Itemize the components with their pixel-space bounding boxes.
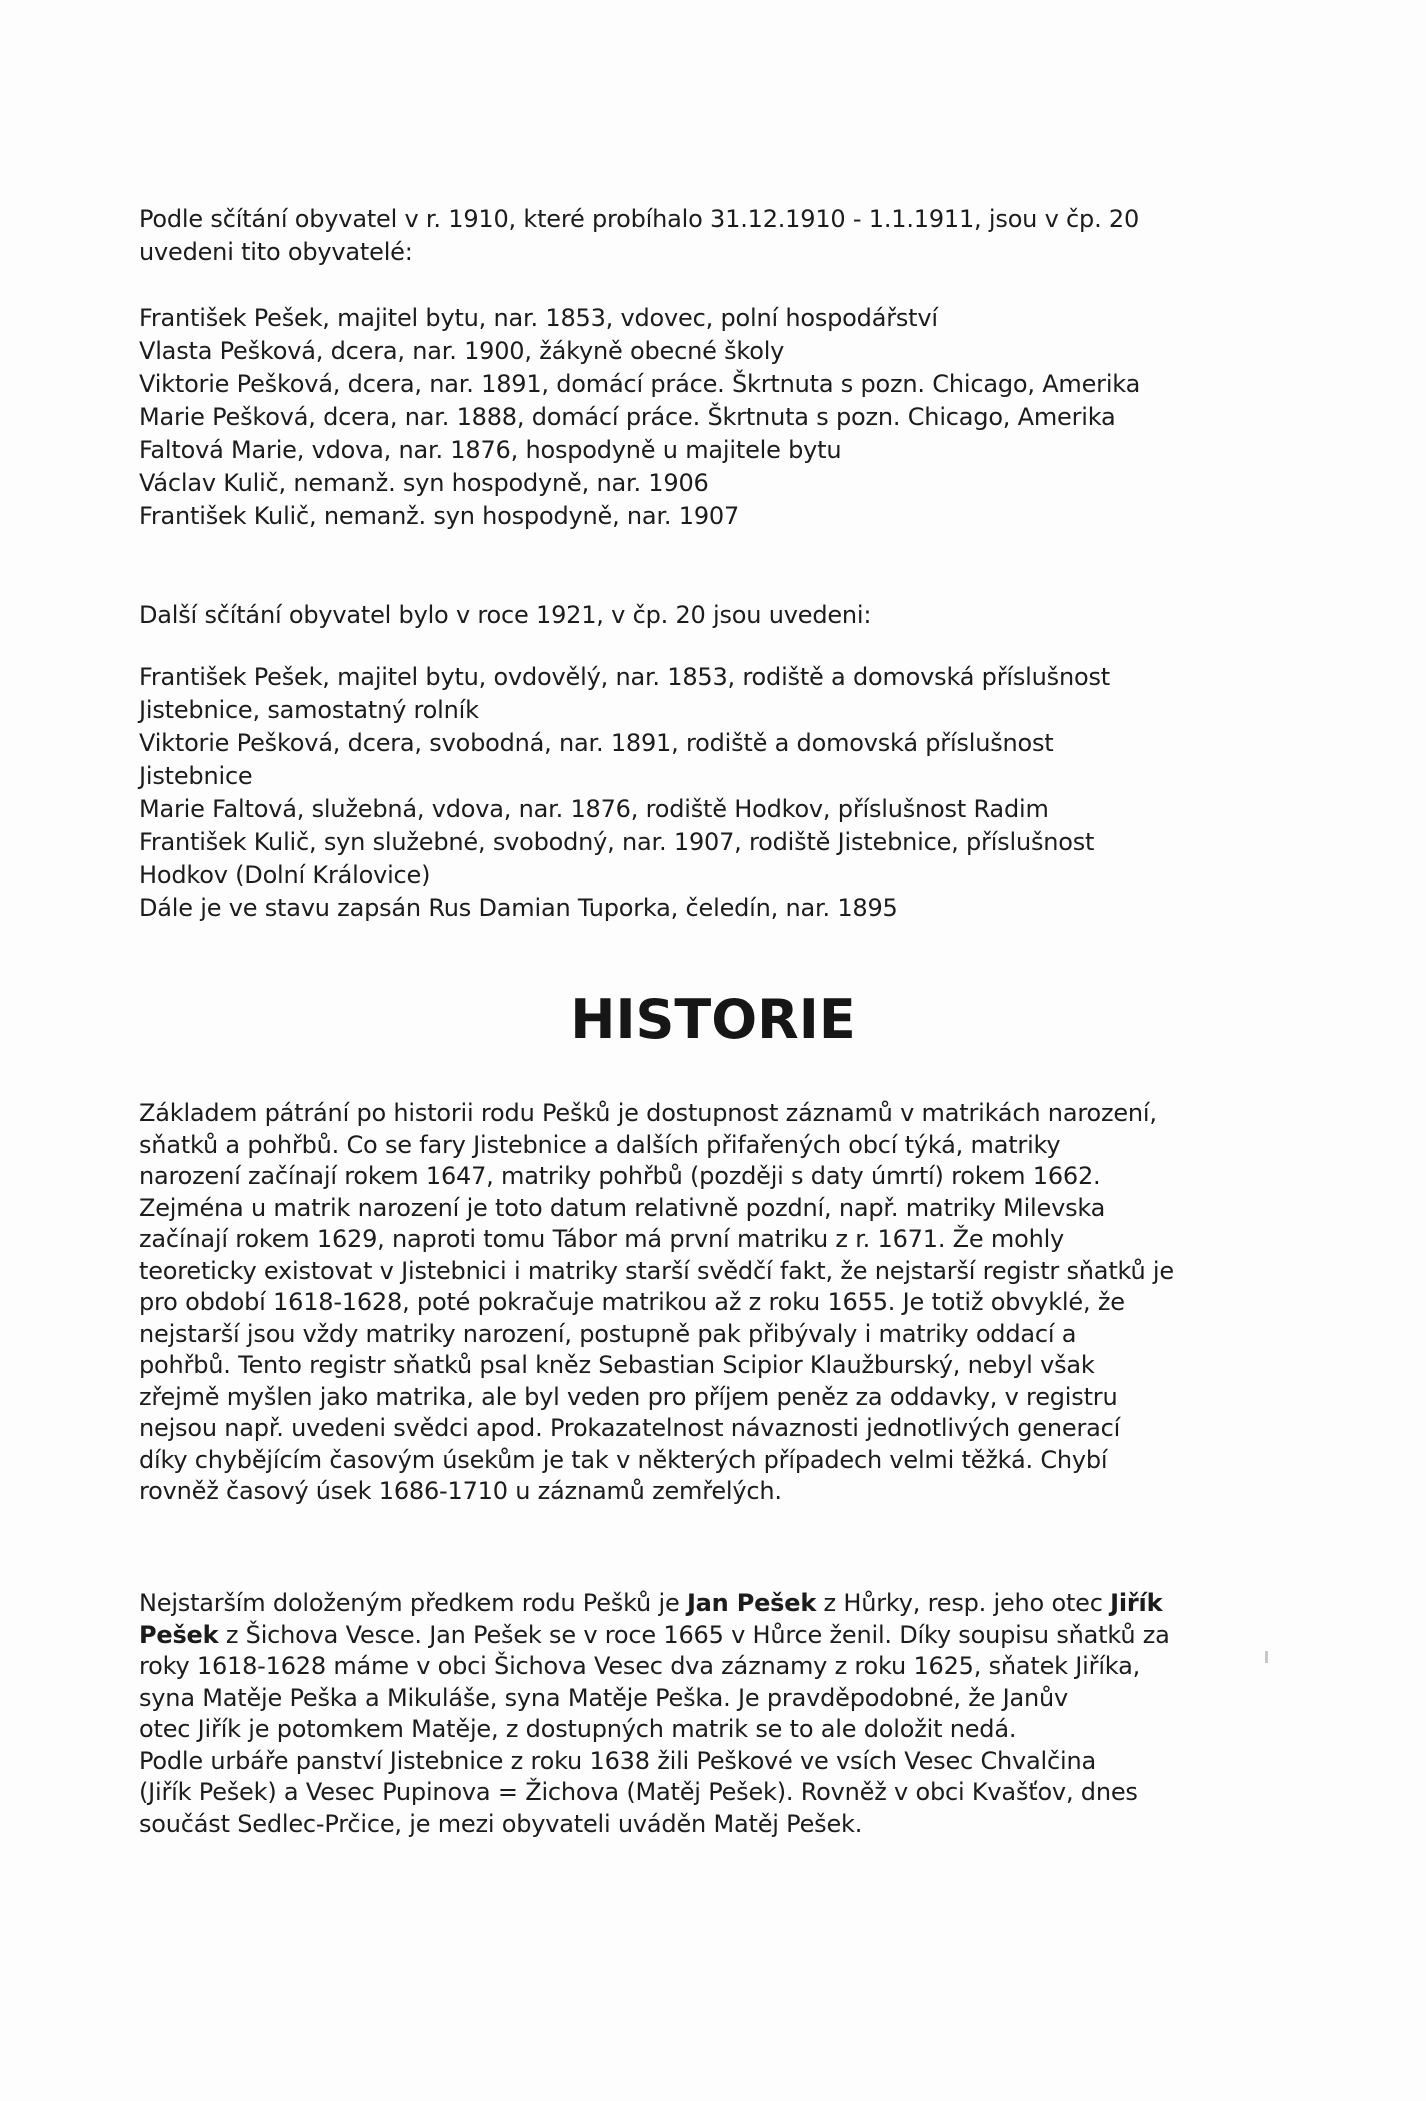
history-paragraph-2: [139, 1588, 1289, 1840]
paragraph-line: nejsou např. uvedeni svědci apod. Prokazatelnost návaznosti jednotlivých generací: [139, 1414, 1121, 1442]
resident-entry: František Kulič, syn služebné, svobodný, nar. 1907, rodiště Jistebnice, příslušnost: [139, 828, 1095, 856]
paragraph-line: pohřbů. Tento registr sňatků psal kněz Sebastian Scipior Klaužburský, nebyl však: [139, 1351, 1095, 1379]
census-1921-intro-line: Další sčítání obyvatel bylo v roce 1921, v čp. 20 jsou uvedeni:: [139, 601, 872, 629]
census-1921-intro: [139, 599, 1289, 632]
resident-entry: Faltová Marie, vdova, nar. 1876, hospodyně u majitele bytu: [139, 436, 842, 464]
person-name-pesek: Pešek: [139, 1620, 219, 1649]
resident-entry: František Kulič, nemanž. syn hospodyně, nar. 1907: [139, 502, 740, 530]
resident-entry: Viktorie Pešková, dcera, svobodná, nar. 1891, rodiště a domovská příslušnost: [139, 729, 1054, 757]
paragraph-line: (Jiřík Pešek) a Vesec Pupinova = Žichova (Matěj Pešek). Rovněž v obci Kvašťov, dnes: [139, 1778, 1138, 1806]
census-1910-intro-line: uvedeni tito obyvatelé:: [139, 238, 413, 266]
census-1910-intro-line: Podle sčítání obyvatel v r. 1910, které probíhalo 31.12.1910 - 1.1.1911, jsou v čp. 20: [139, 205, 1140, 233]
paragraph-line: roky 1618-1628 máme v obci Šichova Vesec dva záznamy z roku 1625, sňatek Jiříka,: [139, 1652, 1141, 1680]
paragraph-line: Podle urbáře panství Jistebnice z roku 1638 žili Peškové ve vsích Vesec Chvalčina: [139, 1746, 1096, 1775]
paragraph-line: [139, 1588, 1289, 1620]
paragraph-text: Nejstarším doloženým předkem rodu Pešků je: [139, 1589, 687, 1617]
census-1910-residents: [139, 302, 1289, 533]
paragraph-line: součást Sedlec-Prčice, je mezi obyvateli uváděn Matěj Pešek.: [139, 1809, 863, 1838]
resident-entry: Dále je ve stavu zapsán Rus Damian Tuporka, čeledín, nar. 1895: [139, 894, 898, 922]
paragraph-line: narození začínají rokem 1647, matriky pohřbů (později s daty úmrtí) rokem 1662.: [139, 1162, 1101, 1190]
paragraph-line: syna Matěje Peška a Mikuláše, syna Matěje Peška. Je pravděpodobné, že Janův: [139, 1683, 1069, 1712]
paragraph-line: Zejména u matrik narození je toto datum relativně pozdní, např. matriky Milevska: [139, 1193, 1106, 1222]
history-paragraph-1: [139, 1098, 1289, 1508]
scan-speck: [1265, 1651, 1268, 1663]
resident-entry: Marie Pešková, dcera, nar. 1888, domácí práce. Škrtnuta s pozn. Chicago, Amerika: [139, 403, 1116, 431]
resident-entry: Hodkov (Dolní Královice): [139, 861, 431, 889]
paragraph-line: teoreticky existovat v Jistebnici i matriky starší svědčí fakt, že nejstarší registr sňatků je: [139, 1256, 1174, 1285]
resident-entry: František Pešek, majitel bytu, ovdovělý, nar. 1853, rodiště a domovská příslušnost: [139, 663, 1110, 691]
resident-entry: Vlasta Pešková, dcera, nar. 1900, žákyně obecné školy: [139, 337, 785, 365]
person-name-jan-pesek: Jan Pešek: [686, 1589, 817, 1617]
census-1910-intro: [139, 203, 1289, 269]
census-1921-residents: [139, 661, 1289, 925]
paragraph-line: zřejmě myšlen jako matrika, ale byl veden pro příjem peněz za oddavky, v registru: [139, 1382, 1118, 1411]
paragraph-text: z Šichova Vesce. Jan Pešek se v roce 1665 v Hůrce ženil. Díky soupisu sňatků za: [218, 1620, 1170, 1649]
resident-entry: Marie Faltová, služebná, vdova, nar. 1876, rodiště Hodkov, příslušnost Radim: [139, 795, 1049, 823]
resident-entry: Jistebnice: [139, 762, 253, 790]
paragraph-line: rovněž časový úsek 1686-1710 u záznamů zemřelých.: [139, 1477, 782, 1505]
paragraph-line: sňatků a pohřbů. Co se fary Jistebnice a dalších přifařených obcí týká, matriky: [139, 1130, 1061, 1159]
paragraph-line: [139, 1620, 1289, 1652]
resident-entry: Viktorie Pešková, dcera, nar. 1891, domácí práce. Škrtnuta s pozn. Chicago, Amerika: [139, 370, 1141, 398]
paragraph-line: díky chybějícím časovým úsekům je tak v některých případech velmi těžká. Chybí: [139, 1445, 1108, 1474]
paragraph-line: otec Jiřík je potomkem Matěje, z dostupných matrik se to ale doložit nedá.: [139, 1715, 1017, 1743]
paragraph-text: z Hůrky, resp. jeho otec: [816, 1589, 1111, 1617]
resident-entry: František Pešek, majitel bytu, nar. 1853, vdovec, polní hospodářství: [139, 304, 938, 332]
person-name-jirik: Jiřík: [1110, 1589, 1163, 1617]
section-title: HISTORIE: [570, 988, 856, 1051]
paragraph-line: pro období 1618-1628, poté pokračuje matrikou až z roku 1655. Je totiž obvyklé, že: [139, 1288, 1125, 1316]
paragraph-line: nejstarší jsou vždy matriky narození, postupně pak přibývaly i matriky oddací a: [139, 1319, 1077, 1348]
paragraph-line: začínají rokem 1629, naproti tomu Tábor má první matriku z r. 1671. Že mohly: [139, 1225, 1065, 1253]
paragraph-line: Základem pátrání po historii rodu Pešků je dostupnost záznamů v matrikách narození,: [139, 1099, 1157, 1127]
resident-entry: Jistebnice, samostatný rolník: [139, 696, 479, 724]
resident-entry: Václav Kulič, nemanž. syn hospodyně, nar. 1906: [139, 469, 709, 497]
